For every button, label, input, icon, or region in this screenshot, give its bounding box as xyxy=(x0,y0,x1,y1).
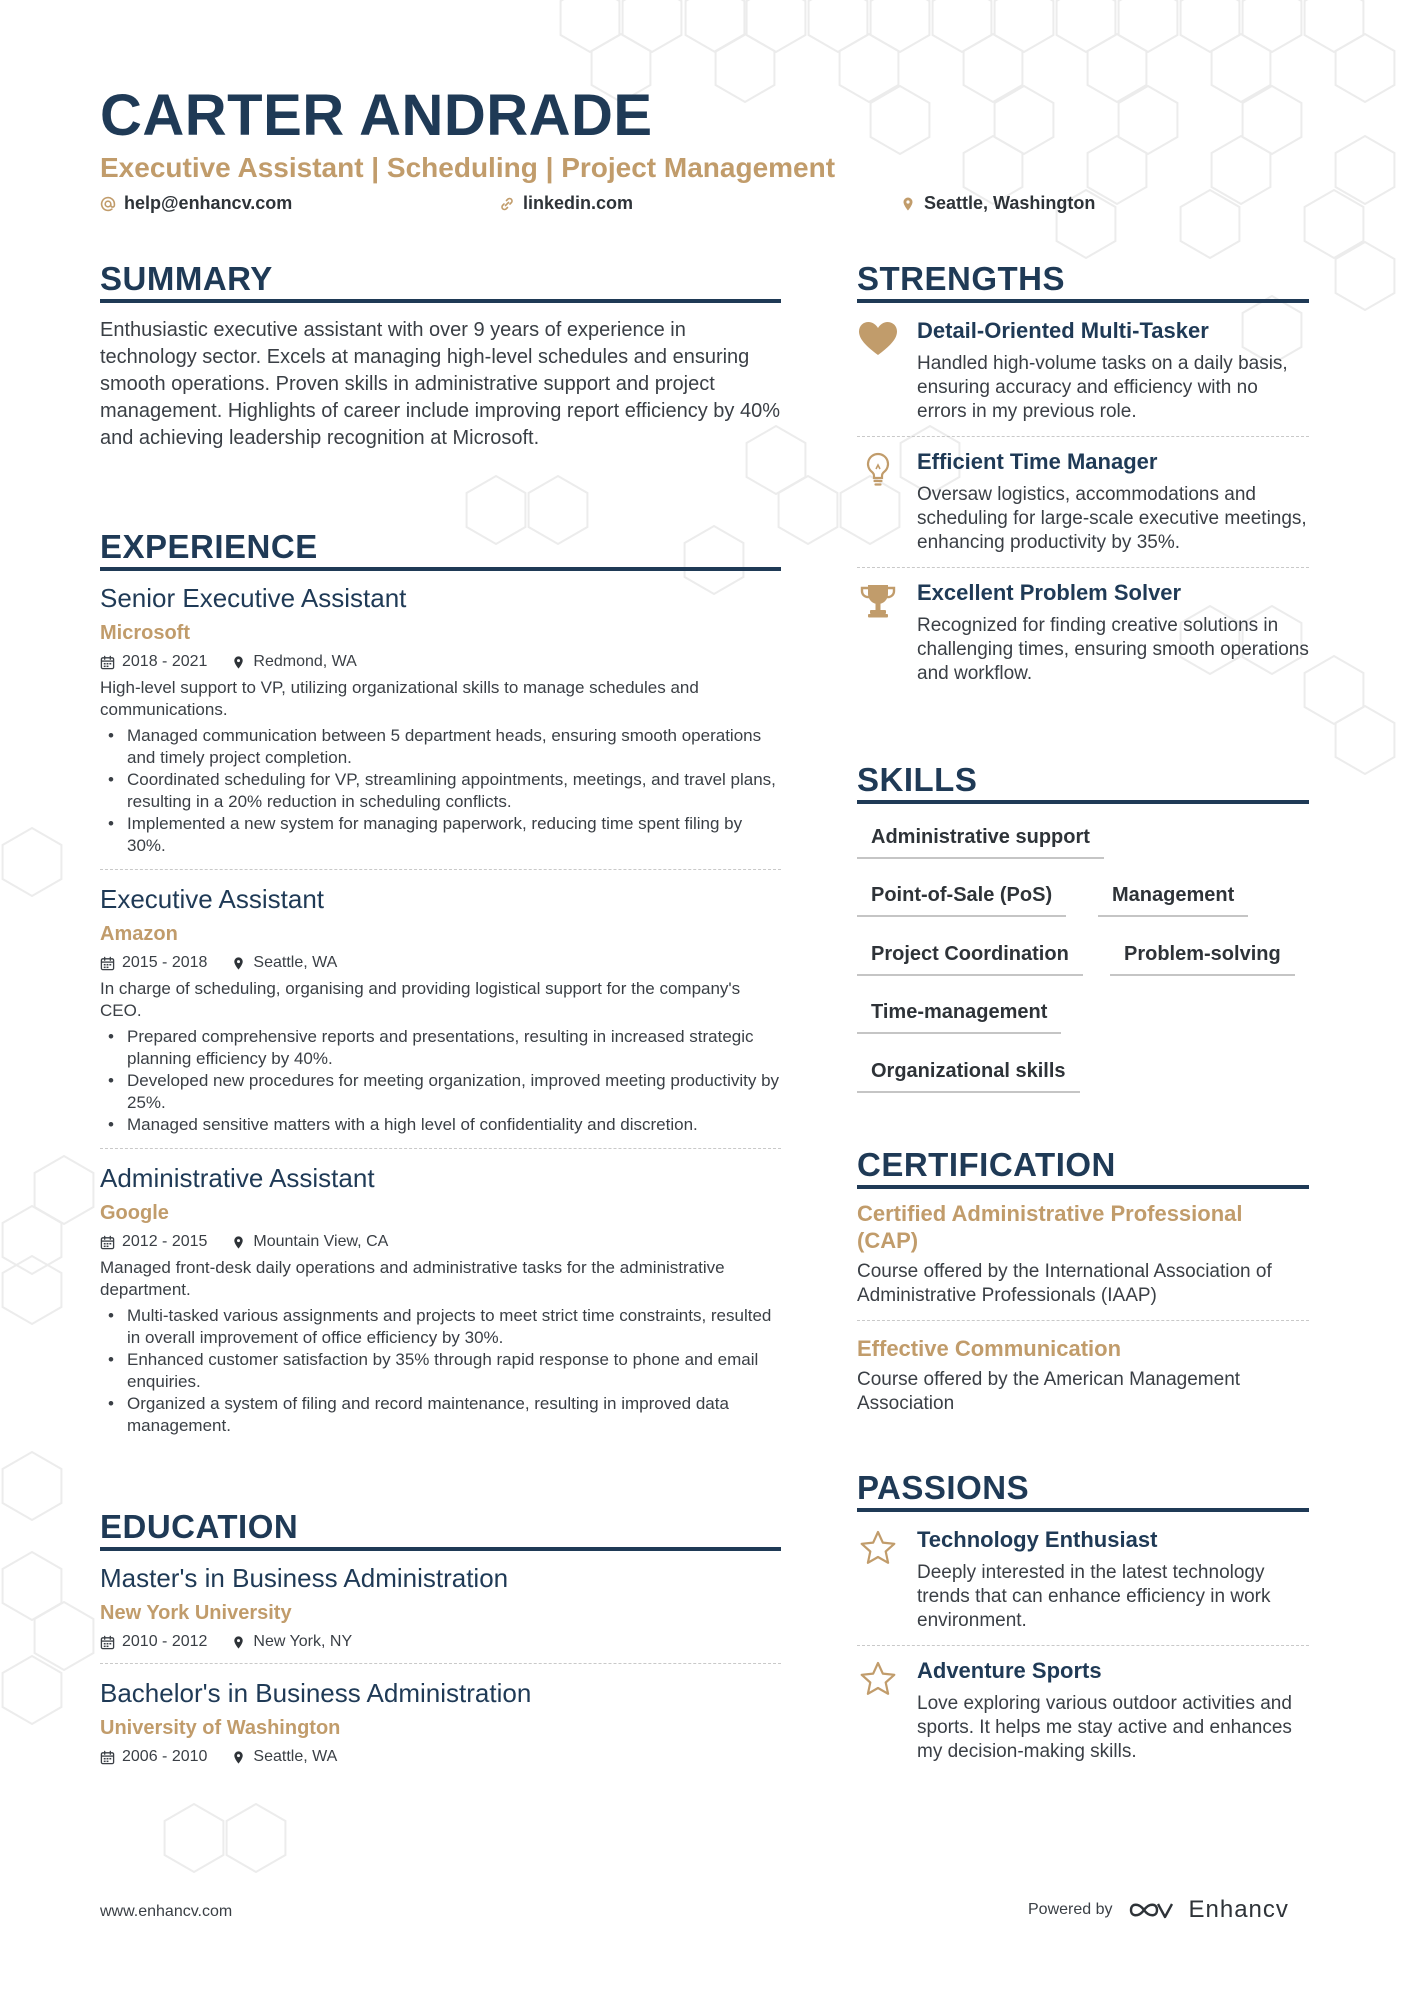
job-location xyxy=(231,653,356,671)
strength-item xyxy=(857,580,1309,686)
location-text: Seattle, WA xyxy=(253,954,338,971)
enhancv-logo-icon xyxy=(1127,1898,1175,1922)
job-dates xyxy=(100,954,207,972)
job-bullets xyxy=(100,1305,781,1437)
calendar-icon xyxy=(100,1635,115,1650)
job-description: In charge of scheduling, organising and providing logistical support for the company's CEO. xyxy=(100,979,741,1020)
summary-heading: SUMMARY xyxy=(100,260,273,297)
star-icon xyxy=(857,1527,899,1569)
dates-text: 2010 - 2012 xyxy=(122,1633,208,1650)
job-description: High-level support to VP, utilizing organizational skills to manage schedules and communications. xyxy=(100,678,699,719)
separator xyxy=(857,1645,1309,1646)
location-pin-icon xyxy=(231,1750,246,1765)
footer-powered-by[interactable] xyxy=(1028,1896,1289,1924)
brand-name: Enhancv xyxy=(1188,1896,1289,1923)
separator xyxy=(857,1320,1309,1321)
trophy-icon xyxy=(857,580,899,622)
job-meta xyxy=(100,653,781,671)
experience-rule xyxy=(100,567,781,571)
education-location xyxy=(231,1748,337,1766)
education-rule xyxy=(100,1547,781,1551)
separator xyxy=(857,436,1309,437)
skill-tag: Project Coordination xyxy=(857,943,1083,976)
passions-rule xyxy=(857,1508,1309,1512)
skill-tag: Point-of-Sale (PoS) xyxy=(857,884,1066,917)
skill-tag: Problem-solving xyxy=(1110,943,1295,976)
degree-title: Bachelor's in Business Administration xyxy=(100,1678,532,1708)
certification-description: Course offered by the International Association of Administrative Professionals (IAAP) xyxy=(857,1261,1272,1306)
contact-email[interactable] xyxy=(100,193,292,214)
bullet-item: • Prepared comprehensive reports and presentations, resulting in increased strategic planning efficiency by 40%. xyxy=(100,1026,781,1070)
calendar-icon xyxy=(100,1235,115,1250)
bullet-item: • Enhanced customer satisfaction by 35% through rapid response to phone and email enquiries. xyxy=(100,1349,781,1393)
location-text: Mountain View, CA xyxy=(253,1233,389,1250)
skill-tag: Administrative support xyxy=(857,826,1104,859)
certification-rule xyxy=(857,1185,1309,1189)
school-name: New York University xyxy=(100,1602,292,1624)
company-name: Google xyxy=(100,1202,169,1224)
dates-text: 2015 - 2018 xyxy=(122,954,208,971)
experience-entry xyxy=(100,884,781,1136)
skill-tag: Time-management xyxy=(857,1001,1061,1034)
job-title: Executive Assistant xyxy=(100,884,324,914)
job-meta xyxy=(100,1233,781,1251)
strengths-list xyxy=(857,318,1309,686)
job-title: Administrative Assistant xyxy=(100,1163,375,1193)
certification-item xyxy=(857,1335,1309,1416)
passion-title: Adventure Sports xyxy=(917,1658,1102,1683)
star-icon xyxy=(857,1658,899,1700)
separator xyxy=(100,869,781,870)
certification-item xyxy=(857,1200,1309,1308)
skills-heading: SKILLS xyxy=(857,761,978,798)
dates-text: 2018 - 2021 xyxy=(122,653,208,670)
bullet-item: • Managed communication between 5 department heads, ensuring smooth operations and timely project completion. xyxy=(100,725,781,769)
job-title: Senior Executive Assistant xyxy=(100,583,407,613)
separator xyxy=(857,567,1309,568)
job-dates xyxy=(100,1233,207,1251)
contact-location xyxy=(900,193,1095,214)
dates-text: 2006 - 2010 xyxy=(122,1748,208,1765)
job-bullets xyxy=(100,1026,781,1136)
experience-heading: EXPERIENCE xyxy=(100,528,318,565)
passion-description: Love exploring various outdoor activities and sports. It helps me stay active and enhances my decision-making skills. xyxy=(917,1693,1292,1762)
company-name: Amazon xyxy=(100,923,178,945)
experience-entry xyxy=(100,583,781,857)
strength-title: Detail-Oriented Multi-Tasker xyxy=(917,318,1209,343)
education-entry xyxy=(100,1678,781,1766)
skills-rule xyxy=(857,800,1309,804)
location-pin-icon xyxy=(900,196,916,212)
job-description: Managed front-desk daily operations and administrative tasks for the administrative department. xyxy=(100,1258,725,1299)
candidate-name: CARTER ANDRADE xyxy=(100,83,653,148)
bullet-item: • Implemented a new system for managing paperwork, reducing time spent filing by 30%. xyxy=(100,813,781,857)
education-list xyxy=(100,1563,781,1766)
passion-title: Technology Enthusiast xyxy=(917,1527,1158,1552)
passion-item xyxy=(857,1658,1309,1764)
calendar-icon xyxy=(100,655,115,670)
company-name: Microsoft xyxy=(100,622,190,644)
bullet-item: • Developed new procedures for meeting organization, improved meeting productivity by 25%. xyxy=(100,1070,781,1114)
location-pin-icon xyxy=(231,956,246,971)
certification-description: Course offered by the American Management Association xyxy=(857,1369,1241,1414)
dates-text: 2012 - 2015 xyxy=(122,1233,208,1250)
certification-title: Certified Administrative Professional (CAP) xyxy=(857,1201,1243,1253)
footer-website[interactable]: www.enhancv.com xyxy=(100,1903,233,1920)
bullet-item: • Multi-tasked various assignments and projects to meet strict time constraints, resulted in overall improvement of office efficiency by 30%. xyxy=(100,1305,781,1349)
summary-text: Enthusiastic executive assistant with over 9 years of experience in technology sector. Excels at managing high-level schedules and ensuring smooth operations. Proven skills in administrative support and project management. Highlights of career include improving report efficiency by 40% and achieving leadership recognition at Microsoft. xyxy=(100,319,780,449)
heart-icon xyxy=(857,318,899,360)
passion-item xyxy=(857,1527,1309,1633)
separator xyxy=(100,1663,781,1664)
degree-title: Master's in Business Administration xyxy=(100,1563,509,1593)
strength-item xyxy=(857,318,1309,424)
strength-title: Excellent Problem Solver xyxy=(917,580,1182,605)
candidate-title: Executive Assistant | Scheduling | Project Management xyxy=(100,152,836,183)
location-pin-icon xyxy=(231,1235,246,1250)
education-entry xyxy=(100,1563,781,1651)
education-meta xyxy=(100,1633,781,1651)
location-text: Seattle, Washington xyxy=(924,193,1096,213)
at-sign-icon xyxy=(100,196,116,212)
bullet-item: • Managed sensitive matters with a high level of confidentiality and discretion. xyxy=(100,1114,781,1136)
strength-description: Handled high-volume tasks on a daily basis, ensuring accuracy and efficiency with no errors in my previous role. xyxy=(917,353,1288,422)
passions-list xyxy=(857,1527,1309,1764)
certification-title: Effective Communication xyxy=(857,1336,1122,1361)
location-pin-icon xyxy=(231,655,246,670)
education-location xyxy=(231,1633,352,1651)
school-name: University of Washington xyxy=(100,1717,341,1739)
location-text: Redmond, WA xyxy=(253,653,357,670)
job-meta xyxy=(100,954,781,972)
certification-heading: CERTIFICATION xyxy=(857,1146,1116,1183)
summary-rule xyxy=(100,299,781,303)
bullet-item: • Coordinated scheduling for VP, streamlining appointments, meetings, and travel plans, resulting in a 20% reduction in scheduling conflicts. xyxy=(100,769,781,813)
strength-description: Recognized for finding creative solutions in challenging times, ensuring smooth operations and workflow. xyxy=(917,615,1309,684)
skill-tag: Organizational skills xyxy=(857,1060,1080,1093)
job-location xyxy=(231,1233,388,1251)
strength-title: Efficient Time Manager xyxy=(917,449,1158,474)
strengths-rule xyxy=(857,299,1309,303)
education-meta xyxy=(100,1748,781,1766)
contact-linkedin[interactable] xyxy=(499,193,633,214)
location-pin-icon xyxy=(231,1635,246,1650)
skill-tag: Management xyxy=(1098,884,1248,917)
calendar-icon xyxy=(100,1750,115,1765)
passion-description: Deeply interested in the latest technology trends that can enhance efficiency in work environment. xyxy=(917,1562,1271,1631)
link-icon xyxy=(499,196,515,212)
strengths-heading: STRENGTHS xyxy=(857,260,1066,297)
strength-description: Oversaw logistics, accommodations and scheduling for large-scale executive meetings, enhancing productivity by 35%. xyxy=(917,484,1307,553)
separator xyxy=(100,1148,781,1149)
location-text: New York, NY xyxy=(253,1633,353,1650)
location-text: Seattle, WA xyxy=(253,1748,338,1765)
lightbulb-icon xyxy=(857,449,899,491)
education-dates xyxy=(100,1633,207,1651)
linkedin-text: linkedin.com xyxy=(523,193,634,213)
experience-entry xyxy=(100,1163,781,1437)
job-location xyxy=(231,954,337,972)
powered-by-label: Powered by xyxy=(1028,1901,1113,1918)
education-dates xyxy=(100,1748,207,1766)
calendar-icon xyxy=(100,956,115,971)
passions-heading: PASSIONS xyxy=(857,1469,1030,1506)
certification-list xyxy=(857,1200,1309,1416)
experience-list xyxy=(100,583,781,1437)
email-text: help@enhancv.com xyxy=(124,193,293,213)
bullet-item: • Organized a system of filing and record maintenance, resulting in improved data management. xyxy=(100,1393,781,1437)
job-dates xyxy=(100,653,207,671)
strength-item xyxy=(857,449,1309,555)
job-bullets xyxy=(100,725,781,857)
education-heading: EDUCATION xyxy=(100,1508,299,1545)
